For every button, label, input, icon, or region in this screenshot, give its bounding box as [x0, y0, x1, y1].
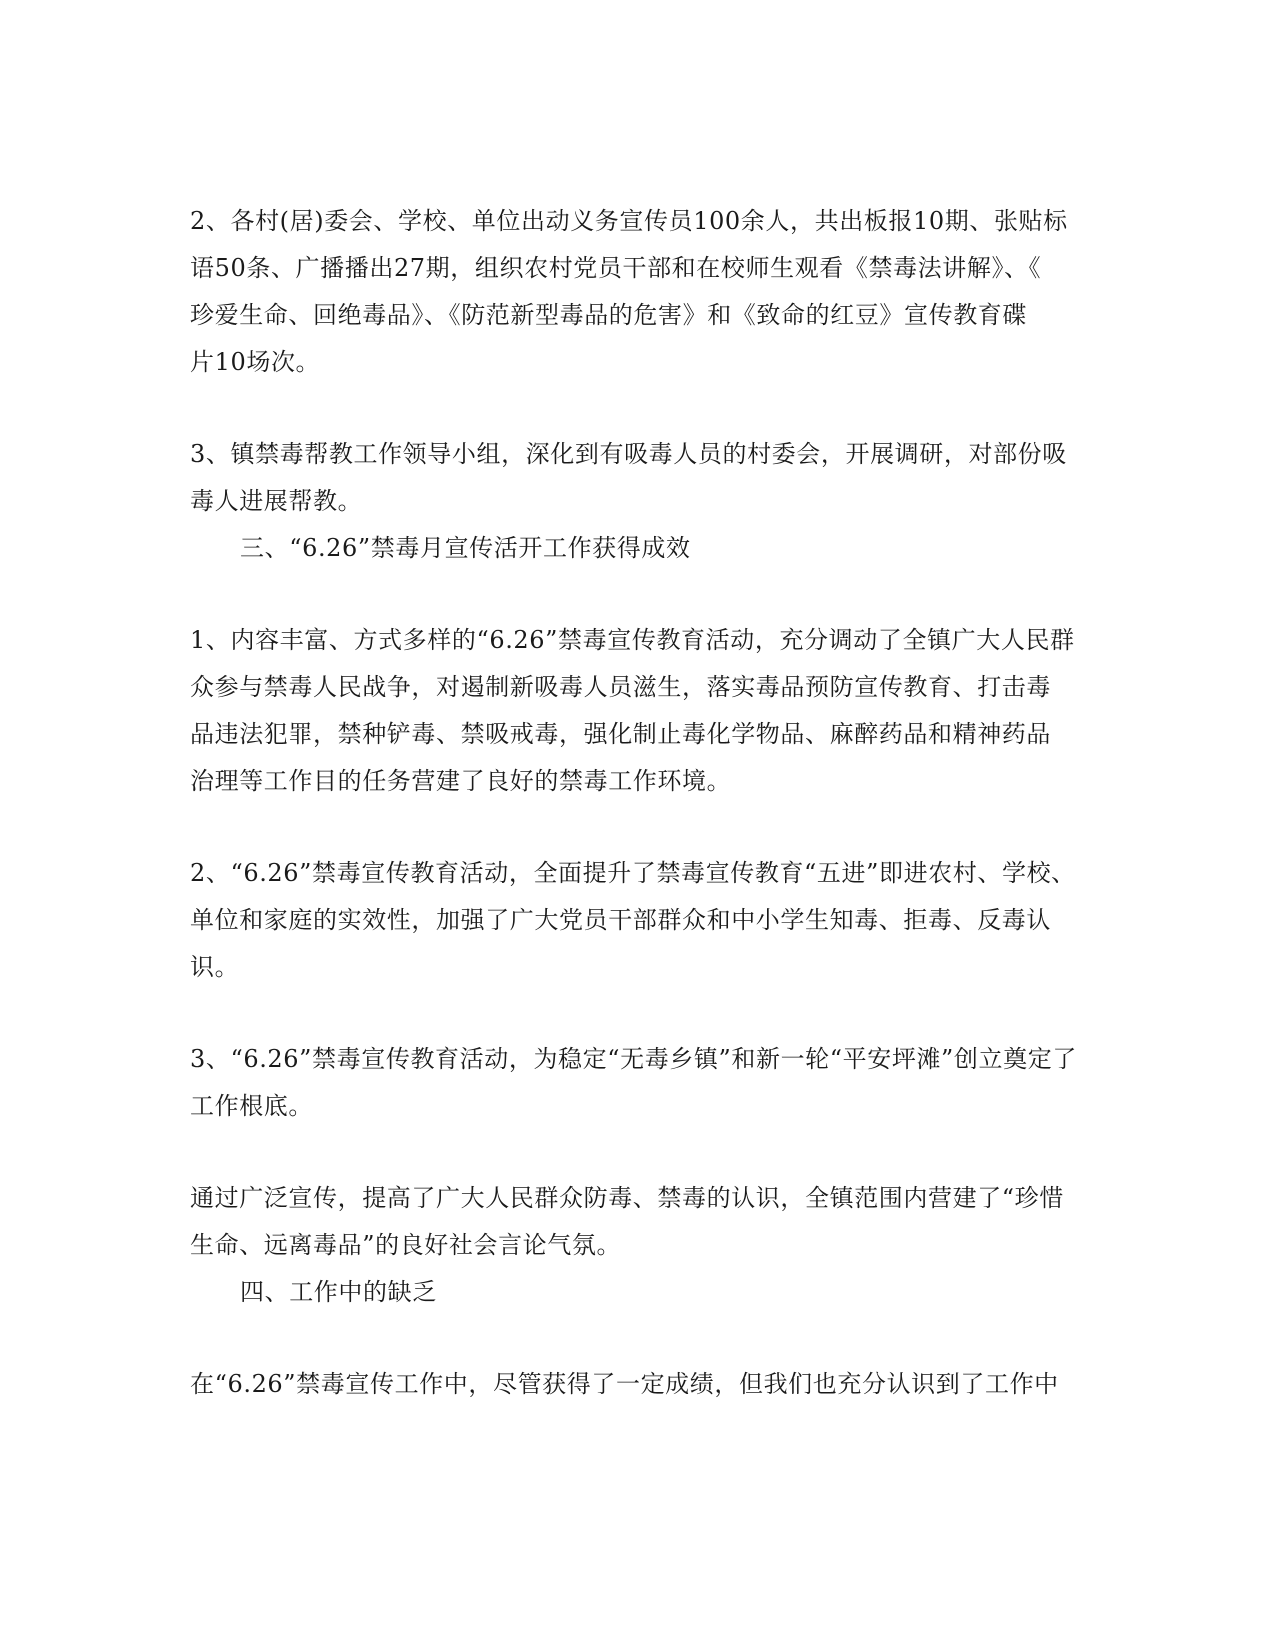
paragraph-line: 在“6.26”禁毒宣传工作中，尽管获得了一定成绩，但我们也充分认识到了工作中 [190, 1370, 1059, 1398]
paragraph-line: 3、“6.26”禁毒宣传教育活动，为稳定“无毒乡镇”和新一轮“平安坪滩”创立奠定了 [190, 1045, 1077, 1073]
paragraph-line: 片10场次。 [190, 348, 321, 376]
paragraph-line: 珍爱生命、回绝毒品》、《防范新型毒品的危害》和《致命的红豆》宣传教育碟 [190, 301, 1027, 329]
paragraph-line: 单位和家庭的实效性，加强了广大党员干部群众和中小学生知毒、拒毒、反毒认 [190, 906, 1051, 934]
section-heading: 四、工作中的缺乏 [240, 1278, 437, 1306]
paragraph-line: 众参与禁毒人民战争，对遏制新吸毒人员滋生，落实毒品预防宣传教育、打击毒 [190, 673, 1051, 701]
paragraph-line: 毒人进展帮教。 [190, 487, 363, 515]
paragraph-line: 生命、远离毒品”的良好社会言论气氛。 [190, 1231, 622, 1259]
paragraph-line: 品违法犯罪，禁种铲毒、禁吸戒毒，强化制止毒化学物品、麻醉药品和精神药品 [190, 720, 1051, 748]
paragraph-line: 2、各村(居)委会、学校、单位出动义务宣传员100余人，共出板报10期、张贴标 [190, 207, 1068, 235]
paragraph-line: 通过广泛宣传，提高了广大人民群众防毒、禁毒的认识，全镇范围内营建了“珍惜 [190, 1184, 1064, 1212]
paragraph-line: 治理等工作目的任务营建了良好的禁毒工作环境。 [190, 767, 732, 795]
paragraph-line: 语50条、广播播出27期，组织农村党员干部和在校师生观看《禁毒法讲解》、《 [190, 254, 1042, 282]
section-heading: 三、“6.26”禁毒月宣传活开工作获得成效 [240, 534, 691, 562]
paragraph-line: 工作根底。 [190, 1092, 313, 1120]
paragraph-line: 2、“6.26”禁毒宣传教育活动，全面提升了禁毒宣传教育“五进”即进农村、学校、 [190, 859, 1076, 887]
paragraph-line: 3、镇禁毒帮教工作领导小组，深化到有吸毒人员的村委会，开展调研，对部份吸 [190, 440, 1067, 468]
paragraph-line: 1、内容丰富、方式多样的“6.26”禁毒宣传教育活动，充分调动了全镇广大人民群 [190, 626, 1075, 654]
paragraph-line: 识。 [190, 953, 240, 981]
